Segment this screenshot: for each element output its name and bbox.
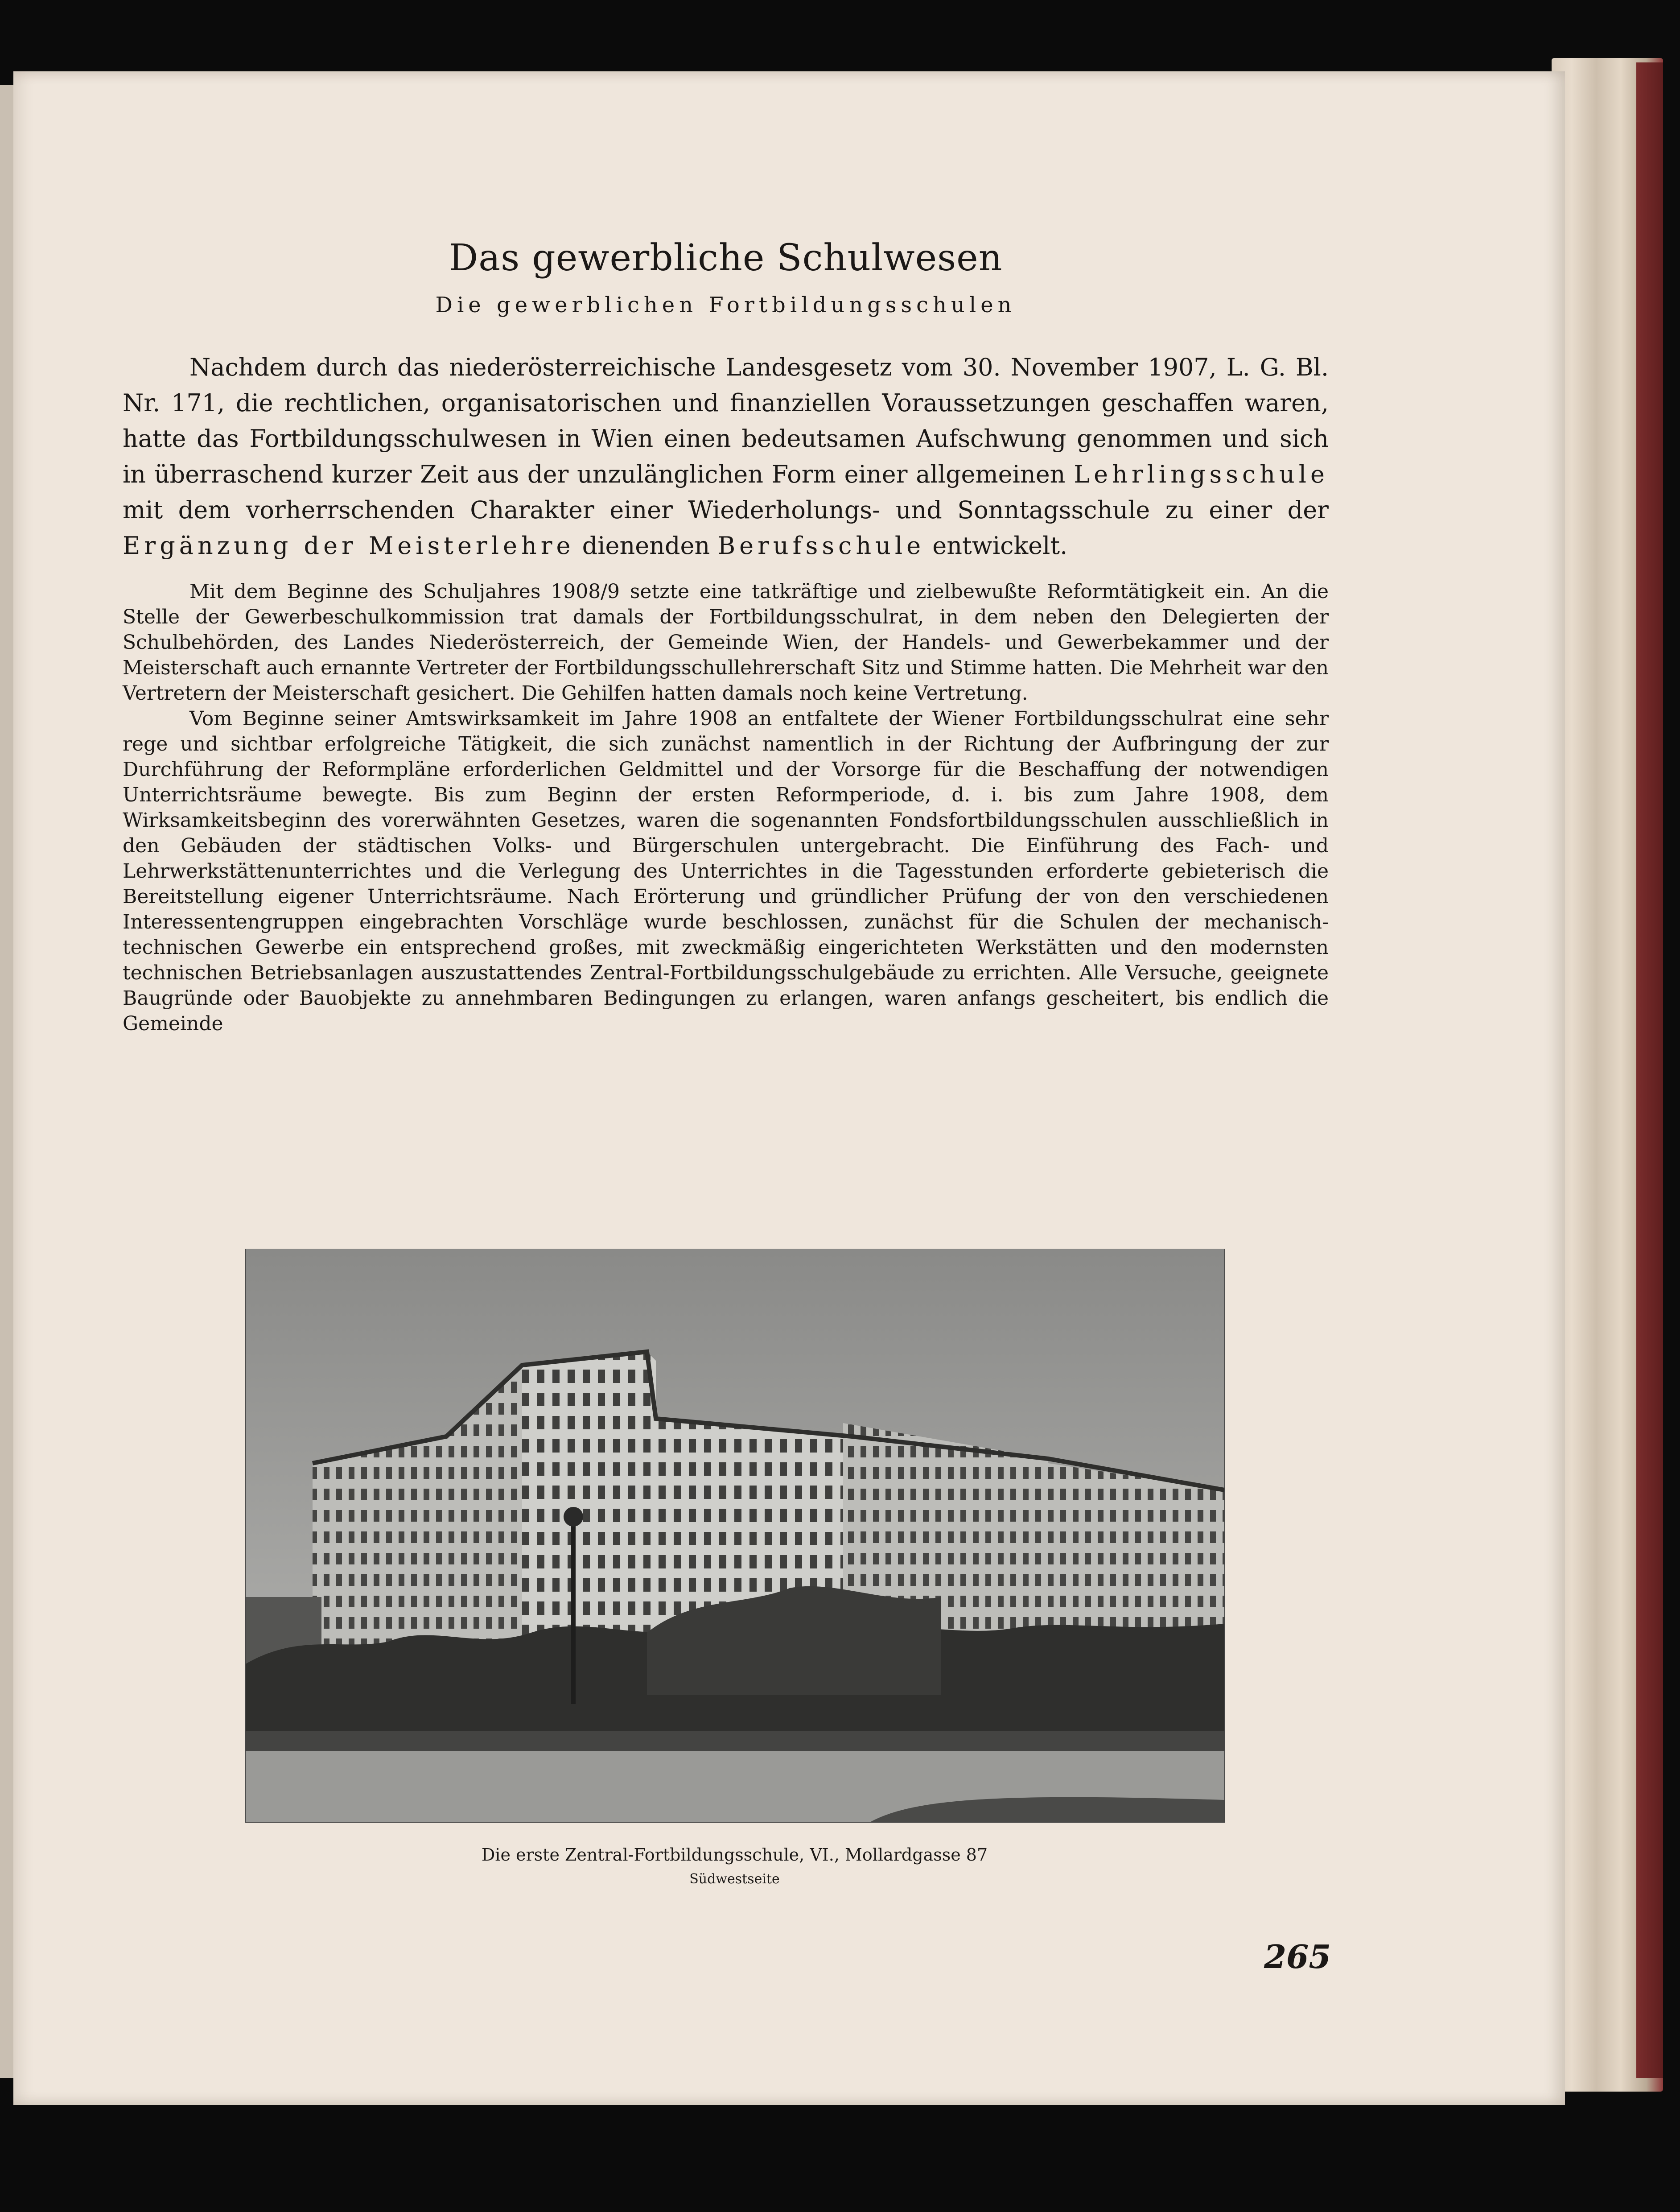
lead-text-3: dienenden <box>574 531 718 560</box>
paragraph-reform: Mit dem Beginne des Schuljahres 1908/9 setzte eine tatkräftige und zielbewußte Reformtätigkeit ein. An die Stelle der Gewerbeschulkommission trat damals der Fortbildungsschulrat, in dem neben den Delegierten der Schulbehörden, des Landes Niederösterreich, der Gemeinde Wien, der Handels- und Gewerbekammer und der Meisterschaft auch ernannte Vertreter der Fortbildungsschullehrerschaft Sitz und Stimme hatten. Die Mehrheit war den Vertretern der Meisterschaft gesichert. Die Gehilfen hatten damals noch keine Vertretung. <box>123 580 1329 705</box>
text-block <box>123 236 1329 1036</box>
building-photo-image <box>246 1249 1224 1822</box>
figure-caption <box>245 1844 1224 1887</box>
paragraph-fortbildungsschulrat: Vom Beginne seiner Amtswirksamkeit im Jahre 1908 an entfaltete der Wiener Fortbildungsschulrat eine sehr rege und sichtbar erfolgreiche Tätigkeit, die sich zunächst namentlich in der Richtung der Aufbringung der zur Durchführung der Reformpläne erforderlichen Geldmittel und der Vorsorge für die Beschaffung der notwendigen Unterrichtsräume bewegte. Bis zum Beginn der ersten Reformperiode, d. i. bis zum Jahre 1908, dem Wirksamkeitsbeginn des vorerwähnten Gesetzes, waren die sogenannten Fondsfortbildungsschulen ausschließlich in den Gebäuden der städtischen Volks- und Bürgerschulen untergebracht. Die Einführung des Fach- und Lehrwerkstättenunterrichtes und die Verlegung des Unterrichtes in die Tagesstunden erforderte gebieterisch die Bereitstellung eigener Unterrichtsräume. Nach Erörterung und gründlicher Prüfung der von den verschiedenen Interessentengruppen eingebrachten Vorschläge wurde beschlossen, zunächst für die Schulen der mechanisch-technischen Gewerbe ein entsprechend großes, mit zweckmäßig eingerichteten Werkstätten und den modernsten technischen Betriebsanlagen auszustattendes Zentral-Fortbildungsschulgebäude zu errichten. Alle Versuche, geeignete Baugründe oder Bauobjekte zu annehmbaren Bedingungen zu erlangen, waren anfangs gescheitert, bis endlich die Gemeinde <box>123 707 1329 1035</box>
page-title: Das gewerbliche Schulwesen <box>449 237 1003 279</box>
figure-caption-sub: Südwestseite <box>689 1871 780 1887</box>
figure-caption-main: Die erste Zentral-Fortbildungsschule, VI., Mollardgasse 87 <box>481 1845 988 1865</box>
building-photo <box>245 1249 1225 1823</box>
left-page-edge <box>0 85 13 2078</box>
lead-paragraph <box>123 350 1329 564</box>
book-page <box>13 71 1565 2105</box>
lead-text-4: entwickelt. <box>925 531 1068 560</box>
lead-emphasis-lehrlingsschule: Lehrlingsschule <box>1074 460 1329 488</box>
lead-text-1: Nachdem durch das niederösterreichische Landesgesetz vom 30. November 1907, L. G. Bl. Nr. 171, die rechtlichen, organisatorischen und finanziellen Voraussetzungen geschaffen waren, hatte das Fortbildungsschulwesen in Wien einen bedeutsamen Aufschwung genommen und sich in überraschend kurzer Zeit aus der unzulänglichen Form einer allgemeinen <box>123 353 1329 488</box>
lead-text-2: mit dem vorherrschenden Charakter einer Wiederholungs- und Sonntagsschule zu einer der <box>123 495 1329 524</box>
page-number: 265 <box>1264 1938 1331 1976</box>
lead-emphasis-berufsschule: Berufsschule <box>717 531 925 560</box>
lead-emphasis-meisterlehre: Ergänzung der Meisterlehre <box>123 531 575 560</box>
page-subtitle: Die gewerblichen Fortbildungsschulen <box>435 293 1016 318</box>
book-cover-edge <box>1636 62 1663 2078</box>
